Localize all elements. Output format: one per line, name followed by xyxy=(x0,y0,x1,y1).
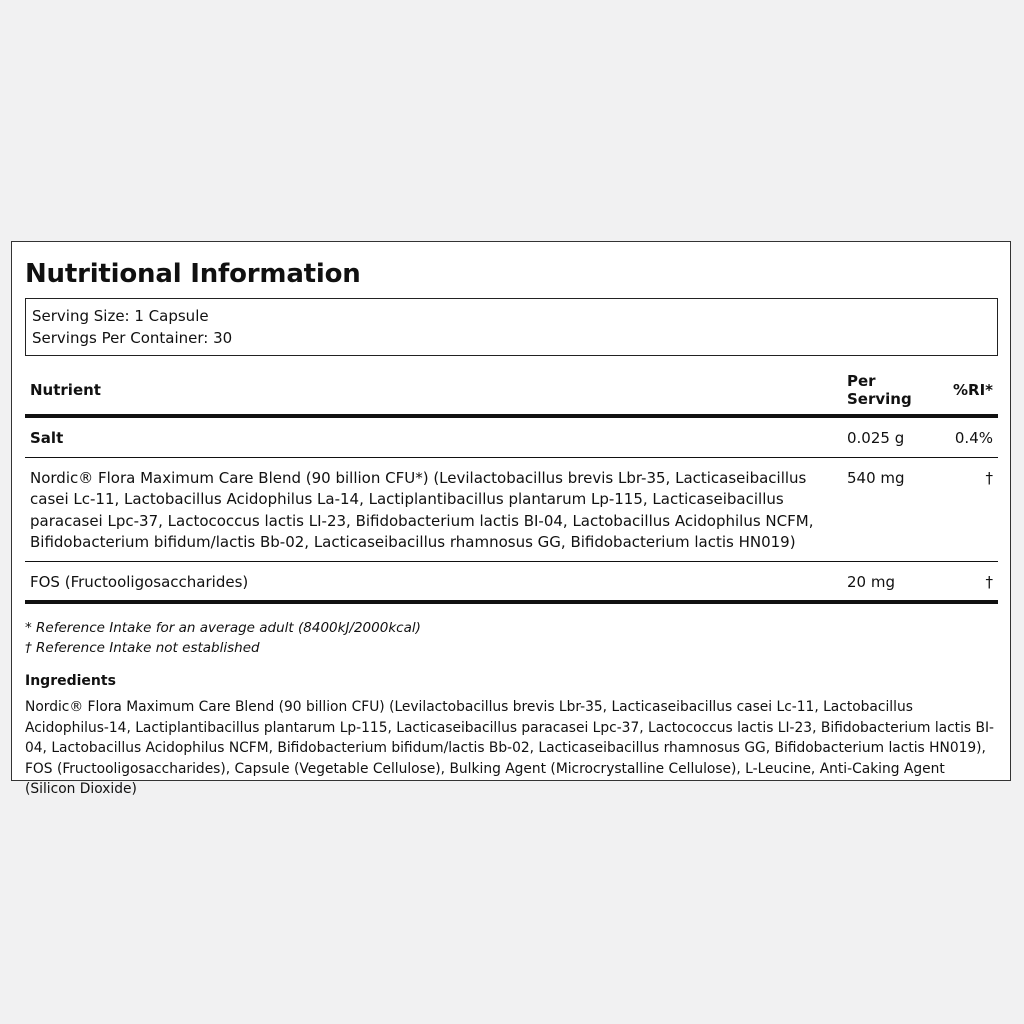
table-row xyxy=(25,416,998,457)
per-serving-value: 540 mg xyxy=(847,468,905,487)
nutrient-table xyxy=(25,368,998,604)
table-row xyxy=(25,561,998,602)
ri-footnote: * Reference Intake for an average adult (8400kJ/2000kcal) xyxy=(25,620,421,636)
ri-value: † xyxy=(985,468,993,487)
nutrient-name: Salt xyxy=(30,429,64,447)
header-nutrient: Nutrient xyxy=(30,381,101,399)
dagger-footnote: † Reference Intake not established xyxy=(25,640,260,656)
ri-value: 0.4% xyxy=(954,429,993,447)
ingredients-text: Nordic® Flora Maximum Care Blend (90 billion CFU) (Levilactobacillus brevis Lbr-35, Lacticaseibacillus casei Lc-11, Lactobacillus Acidophilus-14, Lactiplantibacillus plantarum Lp-115, Lacticaseibacillus paracasei Lpc-37, Lactococcus lactis LI-23, Bifidobacterium lactis BI-04, Lactobacillus Acidophilus NCFM, Bifidobacterium bifidum/lactis Bb-02, Lacticaseibacillus rhamnosus GG, Bifidobacterium lactis HN019), FOS (Fructooligosaccharides), Capsule (Vegetable Cellulose), Bulking Agent (Microcrystalline Cellulose), L-Leucine, Anti-Caking Agent (Silicon Dioxide) xyxy=(25,699,995,797)
header-ri: %RI* xyxy=(952,381,993,399)
nutrition-panel xyxy=(11,241,1011,797)
ri-value: † xyxy=(985,572,993,591)
page-title: Nutritional Information xyxy=(25,259,361,289)
serving-info-box xyxy=(25,298,998,356)
per-serving-value: 0.025 g xyxy=(847,429,905,447)
serving-size: Serving Size: 1 Capsule xyxy=(32,307,209,325)
nutrient-name: FOS (Fructooligosaccharides) xyxy=(30,572,249,591)
table-header-row xyxy=(25,368,998,416)
ingredients-heading: Ingredients xyxy=(25,673,116,689)
table-row xyxy=(25,457,998,561)
nutrient-name: Nordic® Flora Maximum Care Blend (90 billion CFU*) (Levilactobacillus brevis Lbr-35, Lacticaseibacillus casei Lc-11, Lactobacillus Acidophilus La-14, Lactiplantibacillus plantarum Lp-115, Lacticaseibacillus paracasei Lpc-37, Lactococcus lactis LI-23, Bifidobacterium lactis BI-04, Lactobacillus Acidophilus NCFM, Bifidobacterium bifidum/lactis Bb-02, Lacticaseibacillus rhamnosus GG, Bifidobacterium lactis HN019) xyxy=(30,468,814,551)
per-serving-value: 20 mg xyxy=(847,572,895,591)
servings-per-container: Servings Per Container: 30 xyxy=(32,329,233,347)
footnotes xyxy=(25,618,998,658)
header-per-serving: Per Serving xyxy=(847,372,912,408)
